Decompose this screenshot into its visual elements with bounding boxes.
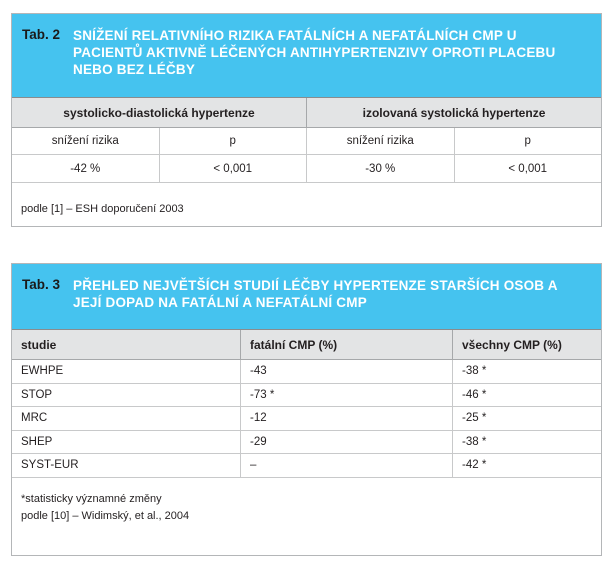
column-header-fatal: fatální CMP (%) — [240, 330, 452, 359]
subheader-cell: snížení rizika — [306, 128, 454, 154]
subheader-cell: p — [454, 128, 602, 154]
table-2-value-row — [12, 155, 601, 183]
fatal-cell: -43 — [240, 360, 452, 383]
table-2-title: SNÍŽENÍ RELATIVNÍHO RIZIKA FATÁLNÍCH A NEFATÁLNÍCH CMP U PACIENTŮ AKTIVNĚ LÉČENÝCH ANTIHYPERTENZIVY OPROTI PLACEBU NEBO BEZ LÉČBY — [73, 28, 556, 77]
study-cell: SYST-EUR — [21, 459, 79, 472]
all-cell: -38 * — [452, 431, 601, 454]
study-cell: STOP — [21, 388, 53, 401]
fatal-cell: -12 — [240, 407, 452, 430]
all-cell: -46 * — [452, 384, 601, 407]
value-cell: < 0,001 — [159, 155, 307, 182]
group-header: izolovaná systolická hypertenze — [306, 98, 601, 127]
table-2-subheader-row — [12, 128, 601, 155]
study-cell: SHEP — [21, 435, 53, 448]
table-2-header — [12, 14, 601, 97]
table-3-header — [12, 264, 601, 329]
column-header-studie: studie — [21, 337, 57, 352]
column-header-all: všechny CMP (%) — [452, 330, 601, 359]
fatal-cell: -29 — [240, 431, 452, 454]
table-3-title: PŘEHLED NEJVĚTŠÍCH STUDIÍ LÉČBY HYPERTENZE STARŠÍCH OSOB A JEJÍ DOPAD NA FATÁLNÍ A NEFATÁLNÍ CMP — [73, 278, 558, 310]
study-cell: EWHPE — [21, 365, 64, 378]
table-2-number: Tab. 2 — [22, 27, 61, 42]
all-cell: -25 * — [452, 407, 601, 430]
fatal-cell: -73 * — [240, 384, 452, 407]
table-row — [12, 407, 601, 431]
value-cell: < 0,001 — [454, 155, 602, 182]
table-3-number: Tab. 3 — [22, 277, 61, 292]
subheader-cell: snížení rizika — [51, 135, 119, 147]
table-row — [12, 454, 601, 478]
table-2-group-header-row — [12, 98, 601, 128]
table-3 — [11, 263, 602, 556]
study-cell: MRC — [21, 412, 48, 425]
table-3-column-header-row — [12, 330, 601, 360]
table-row — [12, 360, 601, 384]
table-3-footnote: *statisticky významné změny — [21, 492, 162, 505]
table-row — [12, 384, 601, 408]
group-header: systolicko-diastolická hypertenze — [63, 105, 255, 120]
value-cell: -30 % — [306, 155, 454, 182]
table-2 — [11, 13, 602, 227]
all-cell: -42 * — [452, 454, 601, 477]
fatal-cell: – — [240, 454, 452, 477]
table-3-source: podle [10] – Widimský, et al., 2004 — [21, 509, 190, 522]
table-2-source: podle [1] – ESH doporučení 2003 — [21, 203, 184, 215]
table-row — [12, 431, 601, 455]
value-cell: -42 % — [70, 162, 101, 175]
all-cell: -38 * — [452, 360, 601, 383]
subheader-cell: p — [159, 128, 307, 154]
